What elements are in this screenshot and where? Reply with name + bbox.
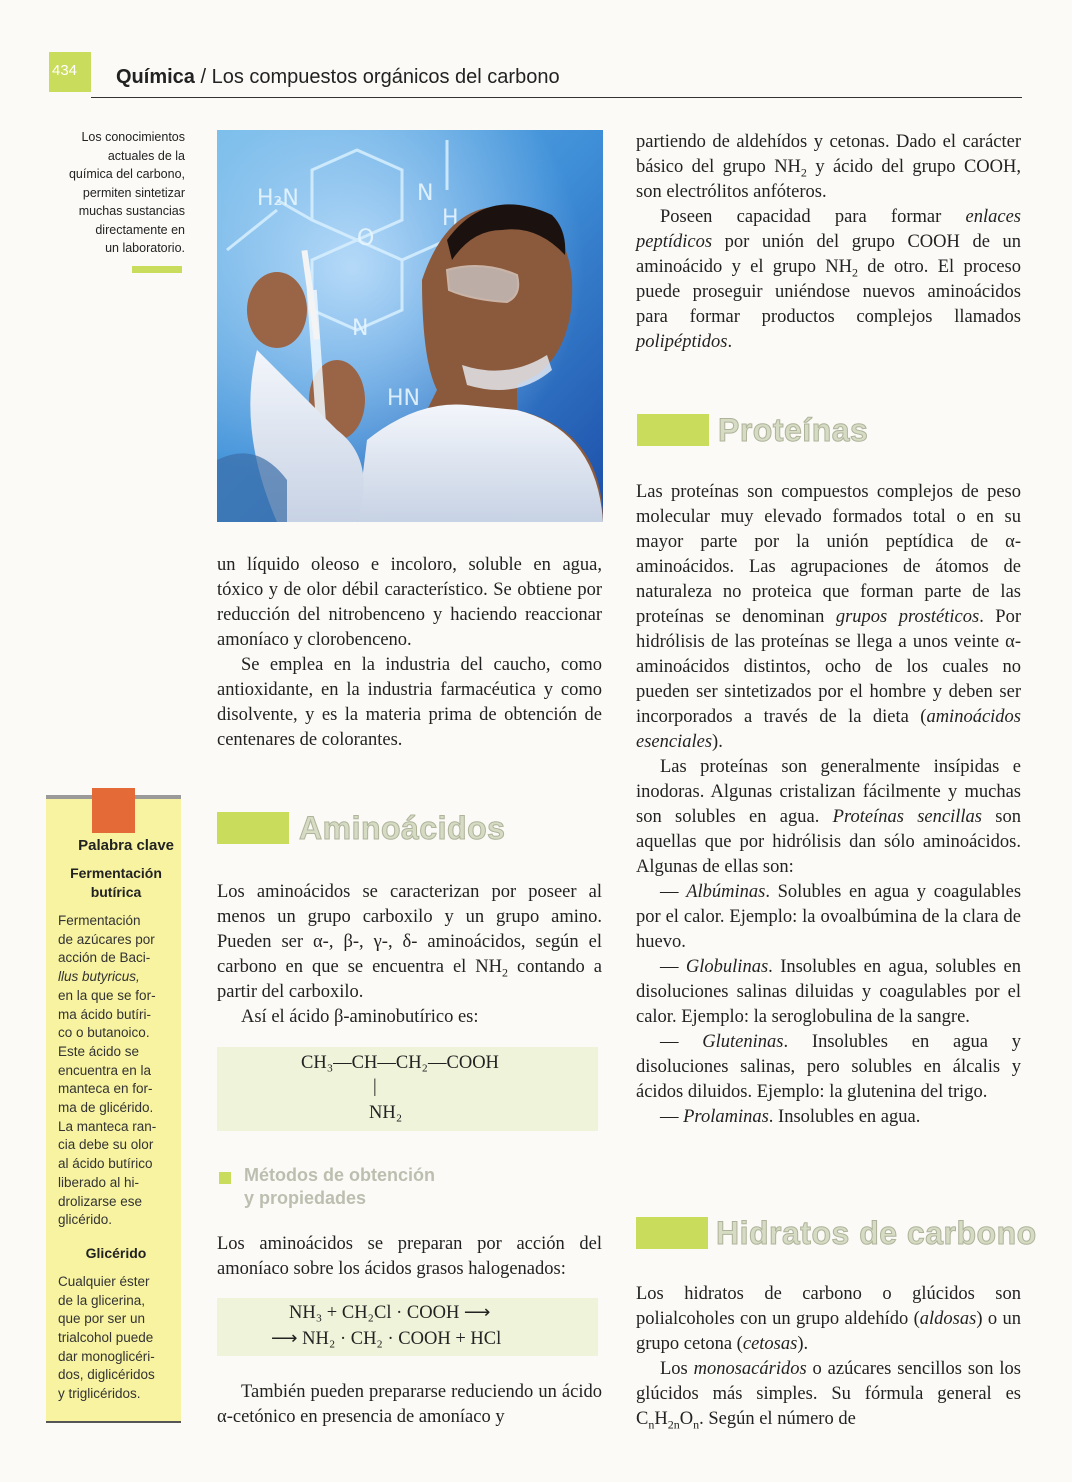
subscript: 2n xyxy=(667,1417,680,1432)
column-2-bottom xyxy=(636,1282,1021,1432)
def-line: manteca en for- xyxy=(58,1081,153,1097)
text-run: . Insolubles en agua y disoluciones salinas, pero solubles en álcalis y ácidos diluidos. Ejemplo: la glutenina del trigo. xyxy=(636,1032,1021,1102)
subsection-title-line: Métodos de obtención xyxy=(244,1165,435,1185)
def-line: de la glicerina, xyxy=(58,1292,146,1308)
text-run: partiendo de aldehídos y cetonas. Dado el carácter básico del grupo NH xyxy=(636,132,1021,177)
running-header xyxy=(116,66,560,89)
header-chapter: Los compuestos orgánicos del carbono xyxy=(211,66,560,88)
formula-line: NH₂ xyxy=(369,1103,403,1123)
paragraph: Los aminoácidos se preparan por acción del amoníaco sobre los ácidos grasos halogenados: xyxy=(217,1234,602,1279)
caption-line: un laboratorio. xyxy=(105,241,185,255)
caption-line: directamente en xyxy=(95,222,185,237)
photo-caption xyxy=(40,128,185,258)
text-run: . Insolubles en agua, solubles en disoluciones salinas diluidas y coagulables por el calor. Ejemplo: la seroglobulina de la sangre. xyxy=(636,957,1021,1027)
italic-term: monosacáridos xyxy=(693,1359,807,1379)
keyword-term: Glicérido xyxy=(85,1244,147,1261)
column-1-top xyxy=(217,553,602,753)
formula-box xyxy=(217,1047,598,1131)
formula-line: NH₃ + CH₂Cl · COOH ⟶ xyxy=(289,1303,491,1323)
caption-line: actuales de la xyxy=(107,148,185,163)
dash: — xyxy=(660,882,687,902)
text-run: . xyxy=(727,332,733,352)
formula-line: CH₃—CH—CH₂—COOH xyxy=(301,1053,499,1073)
text-run: Los hidratos de carbono o glúcidos son polialcoholes con un grupo aldehído ( xyxy=(636,1284,1021,1329)
def-line: co o butanoico. xyxy=(58,1025,150,1041)
italic-term: Proteínas sencillas xyxy=(832,807,982,827)
section-marker xyxy=(637,414,709,446)
column-1-mid xyxy=(217,880,602,1030)
keyword-box-bottom-rule xyxy=(46,1421,181,1423)
def-line: ma de glicérido. xyxy=(58,1100,154,1116)
subsection-marker xyxy=(219,1172,231,1184)
keyword-definition xyxy=(58,912,174,1230)
molecule-label: N xyxy=(352,316,369,341)
caption-line: Los conocimientos xyxy=(81,130,185,144)
text-run: ) o un grupo cetona ( xyxy=(636,1309,1021,1354)
paragraph: Así el ácido β-aminobutírico es: xyxy=(241,1007,479,1027)
def-line: y triglicéridos. xyxy=(58,1386,141,1402)
text-run: o azúcares sencillos son los glúcidos más simples. Su fórmula general es C xyxy=(636,1359,1021,1429)
italic-term: enlaces peptídicos xyxy=(636,207,1021,252)
text-run: . Insolubles en agua. xyxy=(768,1107,921,1127)
subsection-title xyxy=(244,1164,435,1210)
text-run: Los aminoácidos se caracterizan por poseer al menos un grupo carboxilo y un grupo amino. Pueden ser α-, β-, γ-, δ- aminoácidos, según el carbono en que se encuentra el NH xyxy=(217,882,602,977)
paragraph: Se emplea en la industria del caucho, como antioxidante, en la industria farmacéutica y como disolvente, y es la materia prima de obtención de centenares de colorantes. xyxy=(217,655,602,750)
header-rule xyxy=(91,97,1022,98)
list-item xyxy=(636,1105,1021,1130)
text-run: O xyxy=(679,1409,694,1429)
molecule-label: O xyxy=(357,226,375,251)
molecule-label: H₂N xyxy=(257,186,299,211)
italic-term: aldosas xyxy=(919,1309,977,1329)
text-run: ). xyxy=(712,732,723,752)
keyword-term: Fermentación butírica xyxy=(70,865,162,900)
text-run: Las proteínas son compuestos complejos de peso molecular muy elevado formados total o en su mayor parte por la unión peptídica de α-aminoácidos. Las agrupaciones de átomos de naturaleza no proteica que forman parte de las proteínas se denominan xyxy=(636,482,1021,627)
paragraph xyxy=(636,755,1021,880)
paragraph xyxy=(636,1282,1021,1357)
paragraph: También pueden prepararse reduciendo un ácido α-cetónico en presencia de amoníaco y xyxy=(217,1382,602,1427)
def-line: drolizarse ese xyxy=(58,1193,143,1209)
list-item xyxy=(636,955,1021,1030)
subscript: n xyxy=(648,1417,655,1432)
italic-term: grupos prostéticos xyxy=(835,607,980,627)
paragraph xyxy=(217,880,602,1005)
paragraph: un líquido oleoso e incoloro, soluble en agua, tóxico y de olor débil característico. Se obtiene por reducción del nitrobenceno y haciendo reaccionar amoníaco y clorobenceno. xyxy=(217,555,602,650)
italic-term: Albúminas xyxy=(686,882,766,902)
italic-term: Prolaminas xyxy=(683,1107,769,1127)
keyword-box-label: Palabra clave xyxy=(78,837,174,854)
def-line: trialcohol puede xyxy=(58,1330,154,1346)
def-line: de azúcares por xyxy=(58,931,155,947)
formula-bond: | xyxy=(373,1077,377,1097)
photo-illustration xyxy=(217,130,603,522)
subscript: 2 xyxy=(502,965,509,980)
text-run: por unión del grupo COOH de un aminoácido y el grupo NH xyxy=(636,232,1021,277)
page-number: 434 xyxy=(52,62,78,79)
def-line: llus butyricus, xyxy=(58,969,140,985)
def-line: Fermentación xyxy=(58,913,141,928)
caption-line: permiten sintetizar xyxy=(82,185,185,200)
def-line: liberado al hi- xyxy=(58,1174,140,1190)
def-line: en la que se for- xyxy=(58,987,156,1003)
subscript: 2 xyxy=(800,165,807,180)
keyword-box-content xyxy=(58,837,174,1404)
dash: — xyxy=(660,1032,703,1052)
formula-line: ⟶ NH₂ · CH₂ · COOH + HCl xyxy=(271,1329,502,1349)
italic-term: Gluteninas xyxy=(702,1032,784,1052)
header-separator: / xyxy=(194,66,212,88)
text-run: . Solubles en agua y coagulables por el calor. Ejemplo: la ovoalbúmina de la clara de huevo. xyxy=(636,882,1022,952)
def-line: al ácido butírico xyxy=(58,1156,153,1172)
column-1-bottom xyxy=(217,1380,602,1430)
def-line: ma ácido butíri- xyxy=(58,1006,152,1022)
section-title-aminoacidos: Aminoácidos xyxy=(299,810,506,846)
header-subject: Química xyxy=(116,66,195,88)
def-line: encuentra en la xyxy=(58,1062,152,1078)
subscript: 2 xyxy=(851,265,858,280)
def-line: glicérido. xyxy=(58,1212,113,1228)
def-line: Cualquier éster xyxy=(58,1273,150,1289)
text-run: contando a partir del carboxilo. xyxy=(217,957,602,1002)
caption-line: química del carbono, xyxy=(68,167,185,181)
molecule-label: N xyxy=(417,181,434,206)
def-line: acción de Baci- xyxy=(58,950,151,966)
section-marker xyxy=(217,812,289,844)
def-line: dar monoglicéri- xyxy=(58,1348,155,1364)
list-item xyxy=(636,880,1021,955)
subscript: n xyxy=(693,1417,700,1432)
molecule-label: HN xyxy=(387,386,420,411)
keyword-definition xyxy=(58,1273,174,1404)
text-run: . Según el número de xyxy=(699,1409,856,1429)
column-2-mid xyxy=(636,480,1021,1130)
paragraph xyxy=(636,1357,1021,1432)
text-run: ). xyxy=(797,1334,809,1354)
section-title-hidratos: Hidratos de carbono xyxy=(716,1215,1037,1251)
italic-term: Globulinas xyxy=(685,957,769,977)
text-run: H xyxy=(654,1409,668,1429)
caption-accent-bar xyxy=(132,266,182,273)
italic-term: polipéptidos xyxy=(636,332,728,352)
paragraph xyxy=(636,205,1021,355)
text-run: son aquellas que por hidrólisis dan sólo aminoácidos. Algunas de ellas son: xyxy=(636,807,1021,877)
column-2-top xyxy=(636,130,1021,355)
paragraph xyxy=(636,480,1021,755)
subsection-title-line: y propiedades xyxy=(244,1188,367,1208)
section-marker xyxy=(636,1217,708,1249)
list-item xyxy=(636,1030,1021,1105)
molecule-label: H xyxy=(442,206,459,231)
def-line: Este ácido se xyxy=(58,1043,140,1059)
text-run: . Por hidrólisis de las proteínas se llega a unos veinte α-aminoácidos distintos, ocho de los cuales no pueden ser sintetizados por el hombre y deben ser incorporados a través de la dieta ( xyxy=(636,607,1021,727)
def-line: La manteca ran- xyxy=(58,1118,157,1134)
keyword-box-tab xyxy=(92,788,135,833)
lab-photo xyxy=(217,130,603,522)
dash: — xyxy=(660,957,686,977)
text-run: Las proteínas son generalmente insípidas e inodoras. Algunas cristalizan fácilmente y muchas son solubles en agua. xyxy=(636,757,1021,827)
italic-term: aminoácidos esenciales xyxy=(636,707,1021,752)
text-run: de otro. El proceso puede proseguir uniéndose nuevos aminoácidos para formar productos complejos llamados xyxy=(636,257,1021,327)
caption-line: muchas sustancias xyxy=(78,204,185,218)
section-title-proteinas: Proteínas xyxy=(718,412,869,448)
def-line: cia debe su olor xyxy=(58,1137,154,1153)
def-line: que por ser un xyxy=(58,1311,146,1327)
paragraph xyxy=(636,130,1021,205)
def-line: dos, diglicéridos xyxy=(58,1367,155,1383)
formula-box xyxy=(217,1298,598,1356)
column-1-paragraph xyxy=(217,1232,602,1282)
text-run: Los xyxy=(660,1359,694,1379)
text-run: y ácido del grupo COOH, son electrólitos anfóteros. xyxy=(636,157,1021,202)
text-run: Poseen capacidad para formar xyxy=(660,207,966,227)
italic-term: cetosas xyxy=(742,1334,798,1354)
dash: — xyxy=(660,1107,684,1127)
